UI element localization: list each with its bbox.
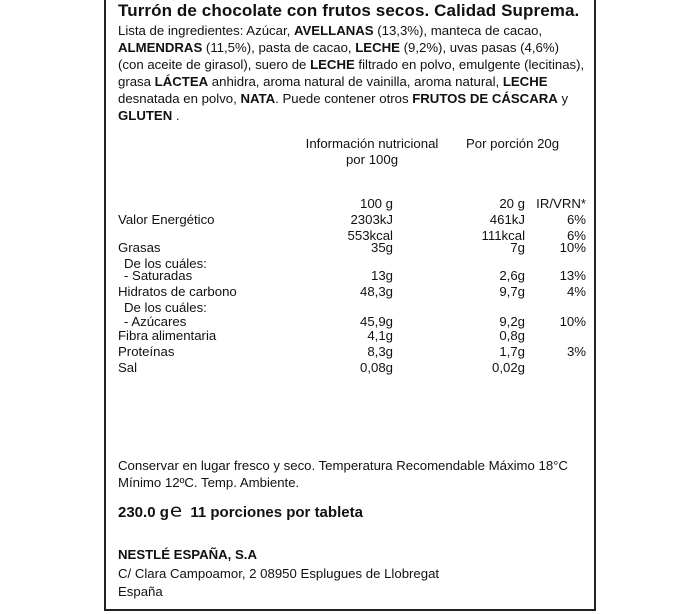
value-per-100g: 8,3g <box>367 344 393 359</box>
allergen-highlight: LECHE <box>355 40 400 55</box>
nutrient-name: Grasas <box>118 240 161 255</box>
col-ir-vrn: IR/VRN* <box>536 196 586 211</box>
storage-line2: Mínimo 12ºC. Temp. Ambiente. <box>118 475 300 490</box>
nutrient-name: Hidratos de carbono <box>118 284 237 299</box>
allergen-highlight: AVELLANAS <box>293 23 374 38</box>
storage-instructions <box>118 457 588 491</box>
address-street: C/ Clara Campoamor, 2 08950 Esplugues de Llobregat <box>118 566 440 581</box>
value-ir-vrn: 3% <box>566 344 586 359</box>
nutrient-name: De los cuáles: <box>124 300 207 315</box>
ingredient-text: Lista de ingredientes: Azúcar, <box>118 23 294 38</box>
header-per-portion: Por porción 20g <box>466 136 560 151</box>
value-per-portion: 111kcal <box>481 228 525 243</box>
value-ir-vrn: 6% <box>566 212 586 227</box>
product-title: Turrón de chocolate con frutos secos. Calidad Suprema. <box>118 1 580 20</box>
value-per-portion: 7g <box>510 240 525 255</box>
ingredient-text: desnatada en polvo, <box>118 91 241 106</box>
nutrition-row <box>118 212 588 228</box>
company-address <box>118 565 439 601</box>
nutrition-row <box>118 268 588 284</box>
col-100g: 100 g <box>359 196 393 211</box>
value-per-portion: 9,7g <box>499 284 525 299</box>
ingredient-text: . <box>172 108 180 123</box>
allergen-highlight: FRUTOS DE CÁSCARA <box>412 91 558 106</box>
nutrition-row <box>118 284 588 300</box>
allergen-highlight: NATA <box>240 91 276 106</box>
value-ir-vrn: 13% <box>559 268 586 283</box>
ingredients-list <box>118 22 588 124</box>
nutrition-row <box>118 240 588 256</box>
value-per-100g: 0,08g <box>359 360 393 375</box>
ingredient-text: . Puede contener otros <box>275 91 413 106</box>
value-ir-vrn: 10% <box>559 240 586 255</box>
ingredient-text: y <box>557 91 569 106</box>
nutrition-row <box>118 328 588 344</box>
ingredient-text: filtrado en polvo, emulgente (lecitinas), grasa <box>118 57 585 89</box>
nutrient-name: De los cuáles: <box>124 256 207 271</box>
portions-count: 11 porciones por tableta <box>190 504 363 521</box>
ingredient-text: (9,2%), uvas pasas (4,6%) (con aceite de girasol), suero de <box>118 40 559 72</box>
ingredient-text: (13,3%), manteca de cacao, <box>373 23 543 38</box>
company-name: NESTLÉ ESPAÑA, S.A <box>118 547 257 562</box>
value-per-100g: 2303kJ <box>350 212 393 227</box>
nutrition-row <box>118 344 588 360</box>
storage-line1: Conservar en lugar fresco y seco. Temperatura Recomendable Máximo 18°C <box>118 458 568 473</box>
value-per-100g: 48,3g <box>359 284 393 299</box>
nutrition-label <box>104 0 596 611</box>
value-per-100g: 13g <box>370 268 393 283</box>
header-per-100g-line1: Información nutricional <box>305 136 439 151</box>
allergen-highlight: LÁCTEA <box>154 74 209 89</box>
ingredient-text: anhidra, aroma natural de vainilla, aroma natural, <box>208 74 503 89</box>
value-ir-vrn: 4% <box>566 284 586 299</box>
allergen-highlight: LECHE <box>502 74 548 89</box>
value-ir-vrn: 6% <box>566 228 586 243</box>
nutrient-name: Proteínas <box>118 344 175 359</box>
value-per-portion: 461kJ <box>489 212 525 227</box>
value-per-portion: 2,6g <box>499 268 525 283</box>
allergen-highlight: LECHE <box>310 57 355 72</box>
net-weight <box>118 499 363 521</box>
nutrient-name: - Saturadas <box>124 268 193 283</box>
value-per-100g: 4,1g <box>367 328 393 343</box>
nutrient-name: Fibra alimentaria <box>118 328 217 343</box>
value-ir-vrn: 10% <box>559 314 586 329</box>
allergen-highlight: GLUTEN <box>118 108 173 123</box>
allergen-highlight: ALMENDRAS <box>118 40 203 55</box>
address-country: España <box>118 584 163 599</box>
value-per-100g: 553kcal <box>347 228 393 243</box>
nutrient-name: Sal <box>118 360 138 375</box>
net-weight-value: 230.0 g <box>118 504 169 521</box>
ingredient-text: (11,5%), pasta de cacao, <box>202 40 356 55</box>
value-per-portion: 9,2g <box>499 314 525 329</box>
value-per-100g: 45,9g <box>359 314 393 329</box>
col-portion: 20 g <box>499 196 525 211</box>
header-per-100g-line2: por 100g <box>345 152 399 167</box>
value-per-portion: 1,7g <box>499 344 525 359</box>
nutrient-name: - Azúcares <box>124 314 187 329</box>
header-per-100g <box>302 136 442 168</box>
value-per-portion: 0,8g <box>499 328 525 343</box>
value-per-100g: 35g <box>370 240 393 255</box>
value-per-portion: 0,02g <box>491 360 525 375</box>
e-mark-icon: e <box>169 499 183 521</box>
nutrition-row <box>118 360 588 376</box>
column-header-row <box>118 196 588 212</box>
nutrient-name: Valor Energético <box>118 212 215 227</box>
